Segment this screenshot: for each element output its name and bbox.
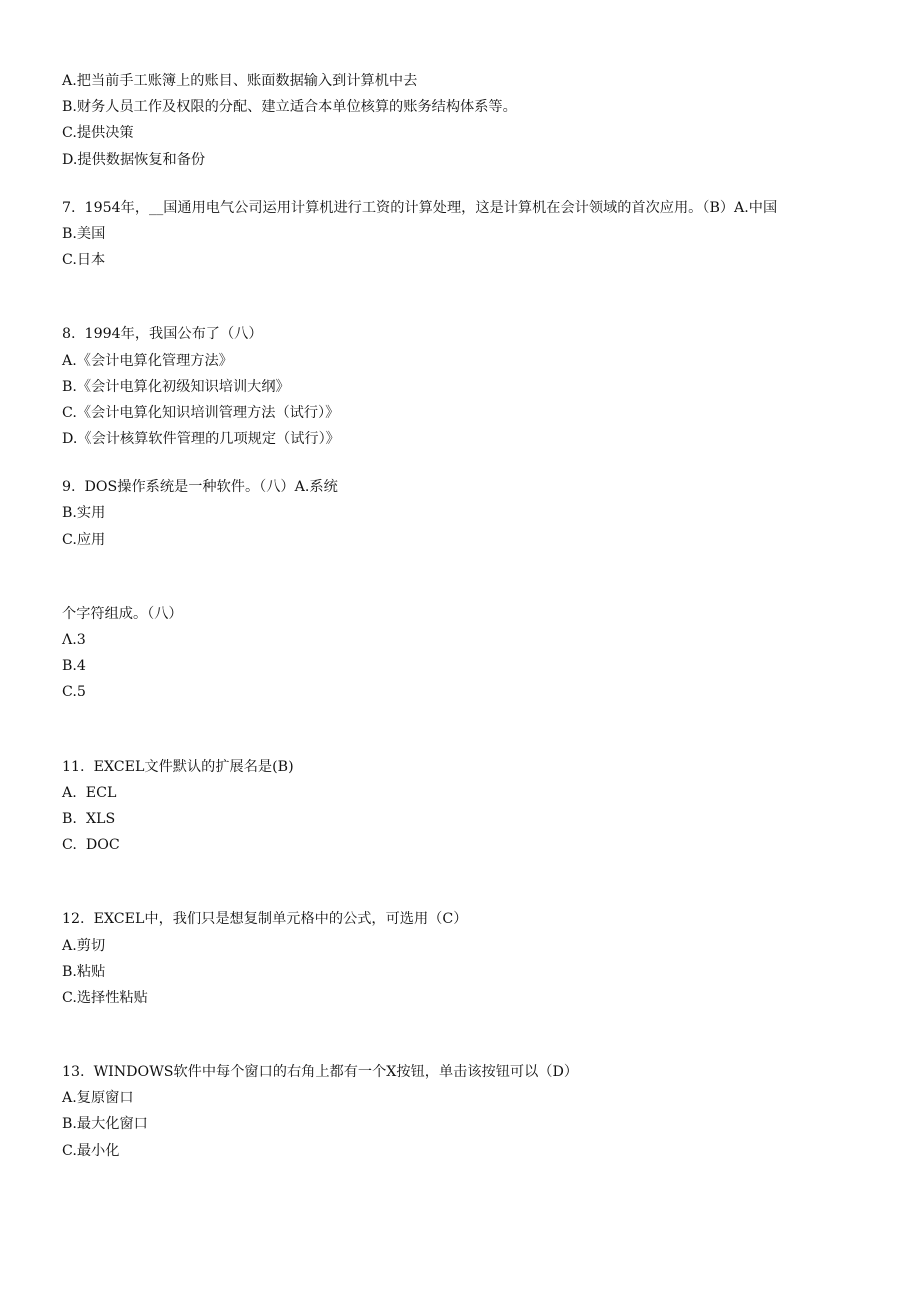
option-d: D.《会计核算软件管理的几项规定（试行）》 [62,431,340,448]
question-13-text: 13. WINDOWS软件中每个窗口的右角上都有一个X按钮，单击该按钮可以（D） [62,1064,579,1081]
option-a: A.把当前手工账簿上的账目、账面数据输入到计算机中去 [62,73,418,89]
option-b: B. XLS [62,810,116,827]
option-b: B.财务人员工作及权限的分配、建立适合本单位核算的账务结构体系等。 [62,99,517,116]
option-b: B.4 [62,658,86,675]
option-b: B.《会计电算化初级知识培训大纲》 [62,378,290,395]
option-b: B.最大化窗口 [62,1116,148,1133]
question-10-text: 个字符组成。（八） [62,605,183,622]
option-a: A. ECL [62,784,117,801]
question-8-text: 8. 1994年，我国公布了（八） [62,326,263,343]
option-b: B.实用 [62,505,106,522]
option-c: C.《会计电算化知识培训管理方法（试行）》 [62,404,340,421]
question-11 [62,754,862,859]
option-c: C. DOC [62,837,120,854]
question-13 [62,1059,862,1164]
question-12-text: 12. EXCEL中，我们只是想复制单元格中的公式，可选用（C） [62,911,468,928]
question-9 [62,474,862,553]
option-b: B.粘贴 [62,963,106,980]
option-a: A.复原窗口 [62,1090,134,1107]
question-6-options [62,68,862,173]
question-9-text: 9. DOS操作系统是一种软件。（八）A.系统 [62,479,338,496]
question-8 [62,321,862,452]
option-c: C.5 [62,684,86,701]
option-d: D.提供数据恢复和备份 [62,151,206,168]
option-a: A.剪切 [62,937,106,954]
question-11-text: 11. EXCEL文件默认的扩展名是(B) [62,758,294,775]
option-a: Λ.3 [62,632,86,648]
question-7 [62,195,862,274]
option-c: C.提供决策 [62,125,134,142]
option-b: B.美国 [62,225,106,242]
option-a: A.《会计电算化管理方法》 [62,352,233,369]
document-page [62,68,862,1164]
question-7-text: 7. 1954年，__国通用电气公司运用计算机进行工资的计算处理，这是计算机在会计领域的首次应用。（B）A.中国 [62,199,778,216]
option-c: C.日本 [62,252,106,269]
option-c: C.选择性粘贴 [62,989,148,1006]
option-c: C.应用 [62,531,106,548]
option-c: C.最小化 [62,1142,120,1159]
question-10 [62,601,862,706]
question-12 [62,906,862,1011]
